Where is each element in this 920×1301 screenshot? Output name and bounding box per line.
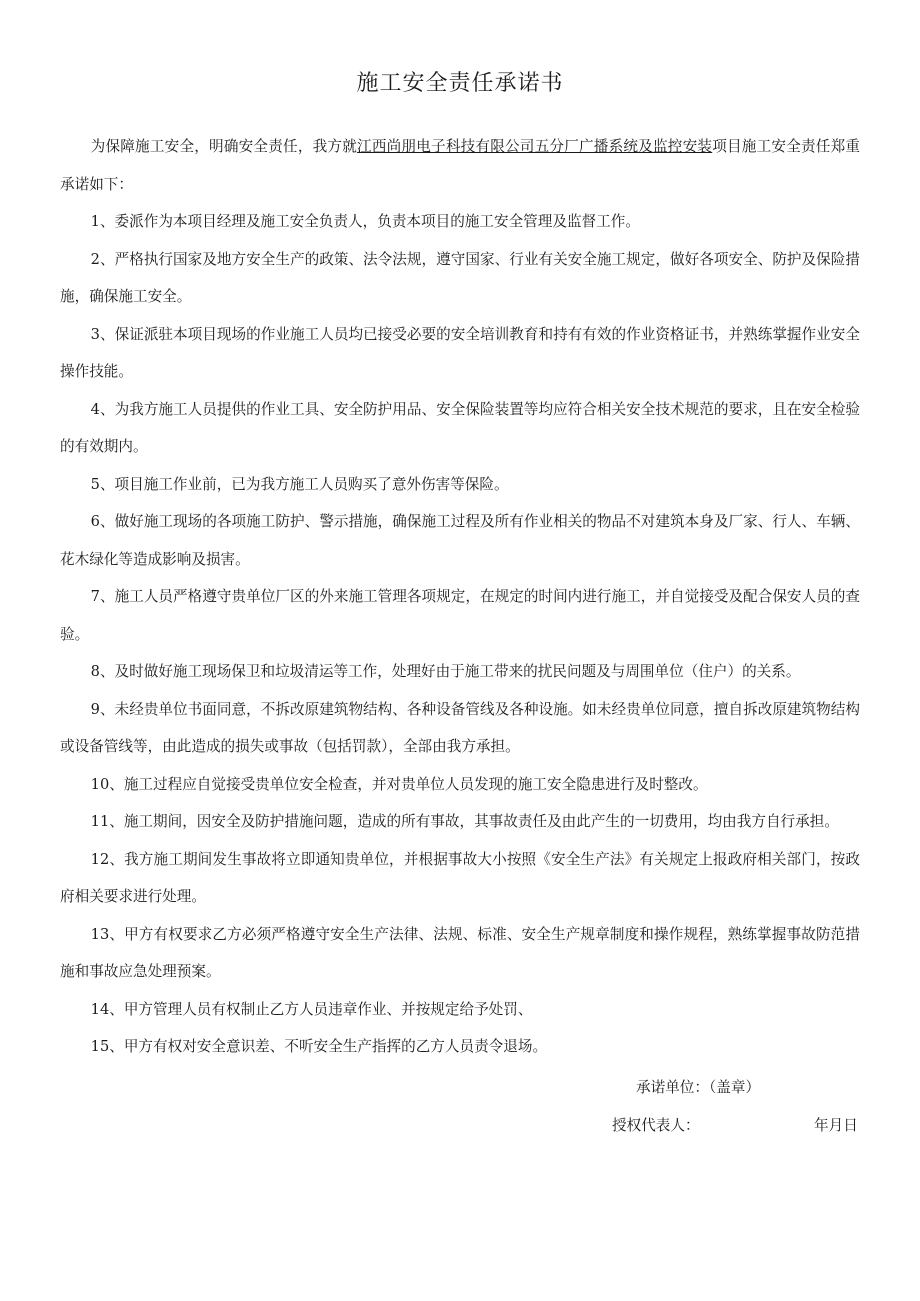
- clause-13: 13、甲方有权要求乙方必须严格遵守安全生产法律、法规、标准、安全生产规章制度和操作规程，熟练掌握事故防范措施和事故应急处理预案。: [60, 925, 860, 980]
- signature-unit: 承诺单位：（盖章）: [636, 1079, 761, 1096]
- intro-suffix: 项目施工安全责任郑重承诺如下：: [60, 138, 860, 193]
- clause-3: 3、保证派驻本项目现场的作业施工人员均已接受必要的安全培训教育和持有有效的作业资格证书，并熟练掌握作业安全操作技能。: [60, 325, 860, 380]
- document-title: 施工安全责任承诺书: [356, 71, 564, 96]
- signature-date: 年月日: [814, 1117, 858, 1134]
- clause-11: 11、施工期间，因安全及防护措施问题，造成的所有事故，其事故责任及由此产生的一切费用，均由我方自行承担。: [90, 813, 839, 830]
- signature-representative: 授权代表人：: [612, 1117, 700, 1134]
- clause-12: 12、我方施工期间发生事故将立即通知贵单位，并根据事故大小按照《安全生产法》有关规定上报政府相关部门，按政府相关要求进行处理。: [60, 850, 860, 905]
- clause-7: 7、施工人员严格遵守贵单位厂区的外来施工管理各项规定，在规定的时间内进行施工，并自觉接受及配合保安人员的查验。: [60, 588, 860, 643]
- project-name: 江西尚朋电子科技有限公司五分厂广播系统及监控安装: [357, 138, 713, 155]
- intro-paragraph: [60, 128, 860, 203]
- clause-5: 5、项目施工作业前，已为我方施工人员购买了意外伤害等保险。: [90, 475, 509, 493]
- clause-8: 8、及时做好施工现场保卫和垃圾清运等工作，处理好由于施工带来的扰民问题及与周围单位（住户）的关系。: [90, 663, 801, 680]
- clause-14: 14、甲方管理人员有权制止乙方人员违章作业、并按规定给予处罚、: [90, 1000, 533, 1018]
- clause-2: 2、严格执行国家及地方安全生产的政策、法令法规，遵守国家、行业有关安全施工规定，做好各项安全、防护及保险措施，确保施工安全。: [60, 250, 860, 305]
- clause-1: 1、委派作为本项目经理及施工安全负责人，负责本项目的施工安全管理及监督工作。: [90, 213, 640, 230]
- clause-6: 6、做好施工现场的各项施工防护、警示措施，确保施工过程及所有作业相关的物品不对建筑本身及厂家、行人、车辆、花木绿化等造成影响及损害。: [60, 513, 860, 568]
- clause-10: 10、施工过程应自觉接受贵单位安全检查，并对贵单位人员发现的施工安全隐患进行及时整改。: [90, 775, 708, 793]
- clause-15: 15、甲方有权对安全意识差、不听安全生产指挥的乙方人员责令退场。: [90, 1038, 548, 1055]
- intro-prefix: 为保障施工安全，明确安全责任，我方就: [90, 138, 358, 155]
- clause-4: 4、为我方施工人员提供的作业工具、安全防护用品、安全保险装置等均应符合相关安全技术规范的要求，且在安全检验的有效期内。: [60, 400, 860, 455]
- document-body: [60, 128, 860, 1066]
- clause-9: 9、未经贵单位书面同意，不拆改原建筑物结构、各种设备管线及各种设施。如未经贵单位同意，擅自拆改原建筑物结构或设备管线等，由此造成的损失或事故（包括罚款），全部由我方承担。: [60, 700, 860, 755]
